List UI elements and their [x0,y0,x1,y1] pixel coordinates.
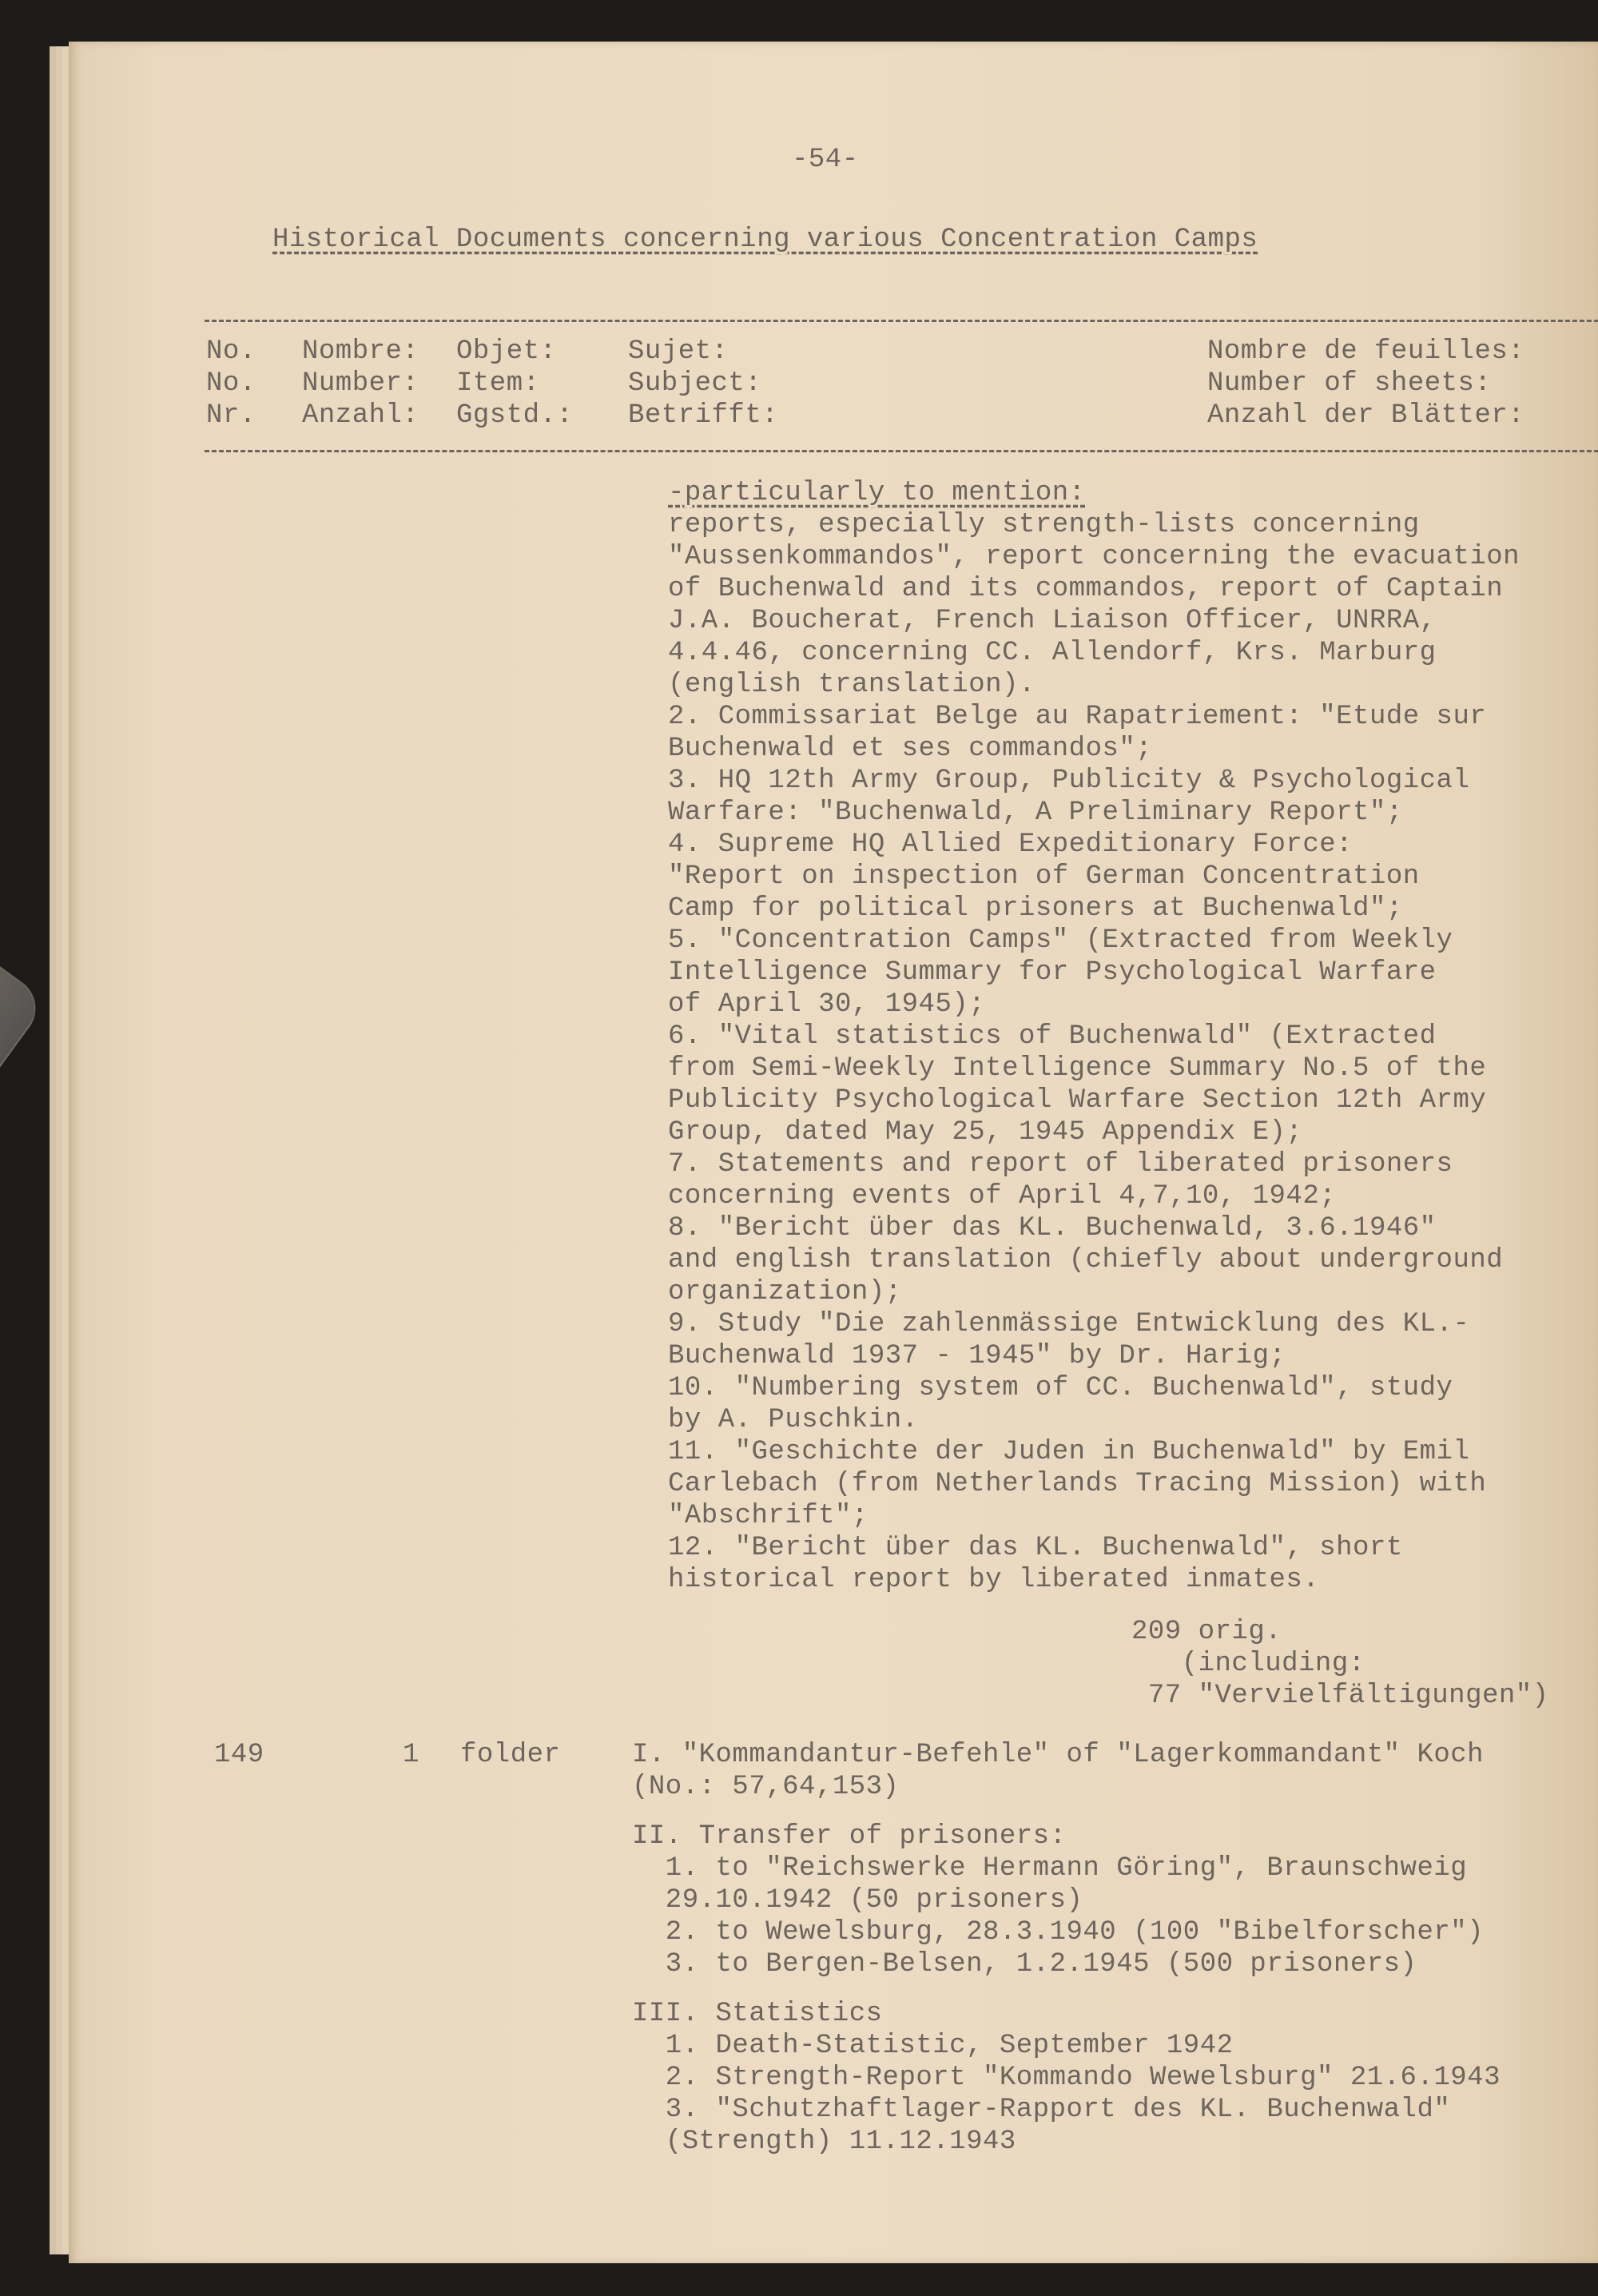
header-col-no [206,336,256,432]
text-line: 10. "Numbering system of CC. Buchenwald", study [668,1373,1453,1403]
entry-subject [632,1739,1501,2158]
text-line: of April 30, 1945); [668,989,986,1020]
header-label: Anzahl: [302,400,419,431]
text-line: 1. Death-Statistic, September 1942 [632,2031,1234,2061]
text-line: Carlebach (from Netherlands Tracing Mission) with [668,1469,1487,1499]
header-label: Objet: [456,336,557,367]
header-label: Nombre de feuilles: [1207,336,1525,367]
text-line: J.A. Boucherat, French Liaison Officer, UNRRA, [668,606,1437,636]
text-line: 7. Statements and report of liberated prisoners [668,1149,1453,1180]
text-line: concerning events of April 4,7,10, 1942; [668,1181,1337,1212]
text-line: Warfare: "Buchenwald, A Preliminary Report"; [668,798,1403,828]
header-top-rule [205,320,1598,322]
text-line: 2. Commissariat Belge au Rapatriement: "Etude sur [668,702,1487,732]
text-line: from Semi-Weekly Intelligence Summary No.5 of the [668,1053,1487,1084]
text-line: Publicity Psychological Warfare Section 12th Army [668,1085,1487,1116]
header-col-nombre [302,336,419,432]
header-label: Anzahl der Blätter: [1207,400,1525,431]
continuation-text [668,477,1520,1596]
text-line: 1. to "Reichswerke Hermann Göring", Braunschweig [632,1853,1468,1884]
text-line: Camp for political prisoners at Buchenwald"; [668,893,1403,924]
document-title: Historical Documents concerning various Concentration Camps [272,225,1258,255]
text-line: "Report on inspection of German Concentration [668,861,1420,892]
text-line: Buchenwald et ses commandos"; [668,734,1153,764]
text-line: Group, dated May 25, 1945 Appendix E); [668,1117,1303,1148]
text-line: Buchenwald 1937 - 1945" by Dr. Harig; [668,1341,1286,1371]
text-line: of Buchenwald and its commandos, report of Captain [668,574,1504,604]
text-line: 3. to Bergen-Belsen, 1.2.1945 (500 prisoners) [632,1949,1417,1980]
header-label: Sujet: [628,336,729,367]
text-line: 12. "Bericht über das KL. Buchenwald", short [668,1533,1403,1563]
text-line: (english translation). [668,670,1036,700]
text-line: 5. "Concentration Camps" (Extracted from Weekly [668,925,1453,956]
line-gap [632,1803,1501,1820]
header-col-sheets [1207,336,1524,432]
sheet-count-line: (including: [1131,1649,1365,1679]
header-label: Ggstd.: [456,400,574,431]
header-label: No. [206,336,256,367]
text-line: 4.4.46, concerning CC. Allendorf, Krs. Marburg [668,638,1437,668]
header-label: Item: [456,368,540,399]
plastic-clip [0,943,48,1263]
header-bottom-rule [205,450,1598,452]
sheet-count-line: 77 "Vervielfältigungen") [1131,1681,1549,1711]
header-label: Subject: [628,368,762,399]
header-label: Number of sheets: [1207,368,1492,399]
entry-number: 149 [214,1740,264,1770]
text-line: 2. to Wewelsburg, 28.3.1940 (100 "Bibelforscher") [632,1917,1485,1948]
text-line: 4. Supreme HQ Allied Expeditionary Force: [668,830,1354,860]
page-number: -54- [792,145,859,175]
header-label: Number: [302,368,419,399]
text-line: 29.10.1942 (50 prisoners) [632,1885,1083,1916]
text-line: (No.: 57,64,153) [632,1772,900,1802]
header-col-objet [456,336,573,432]
text-line: III. Statistics [632,1999,883,2029]
header-col-sujet [628,336,778,432]
text-line: 3. "Schutzhaftlager-Rapport des KL. Buchenwald" [632,2095,1451,2125]
text-line: 8. "Bericht über das KL. Buchenwald, 3.6.1946" [668,1213,1437,1244]
header-label: Betrifft: [628,400,779,431]
sheet-count [1131,1616,1549,1712]
text-line: and english translation (chiefly about underground [668,1245,1504,1275]
entry-object: folder [460,1740,561,1770]
header-label: No. [206,368,256,399]
text-line: "Aussenkommandos", report concerning the evacuation [668,542,1520,572]
text-line: 11. "Geschichte der Juden in Buchenwald" by Emil [668,1437,1470,1467]
text-line: 6. "Vital statistics of Buchenwald" (Extracted [668,1021,1437,1052]
continuation-heading: -particularly to mention: [668,478,1086,508]
line-gap [632,1980,1501,1998]
text-line: organization); [668,1277,902,1307]
text-line: Intelligence Summary for Psychological Warfare [668,957,1437,988]
text-line: reports, especially strength-lists concerning [668,510,1420,540]
text-line: historical report by liberated inmates. [668,1565,1320,1595]
header-label: Nombre: [302,336,419,367]
document-page [69,42,1598,2263]
entry-count: 1 [403,1740,419,1770]
text-line: 9. Study "Die zahlenmässige Entwicklung des KL.- [668,1309,1470,1339]
text-line: by A. Puschkin. [668,1405,919,1435]
text-line: 3. HQ 12th Army Group, Publicity & Psychological [668,766,1470,796]
text-line: (Strength) 11.12.1943 [632,2127,1016,2157]
header-label: Nr. [206,400,256,431]
text-line: 2. Strength-Report "Kommando Wewelsburg" 21.6.1943 [632,2063,1501,2093]
sheet-count-line: 209 orig. [1131,1617,1282,1647]
text-line: I. "Kommandantur-Befehle" of "Lagerkommandant" Koch [632,1740,1485,1770]
text-line: "Abschrift"; [668,1501,869,1531]
text-line: II. Transfer of prisoners: [632,1821,1067,1852]
